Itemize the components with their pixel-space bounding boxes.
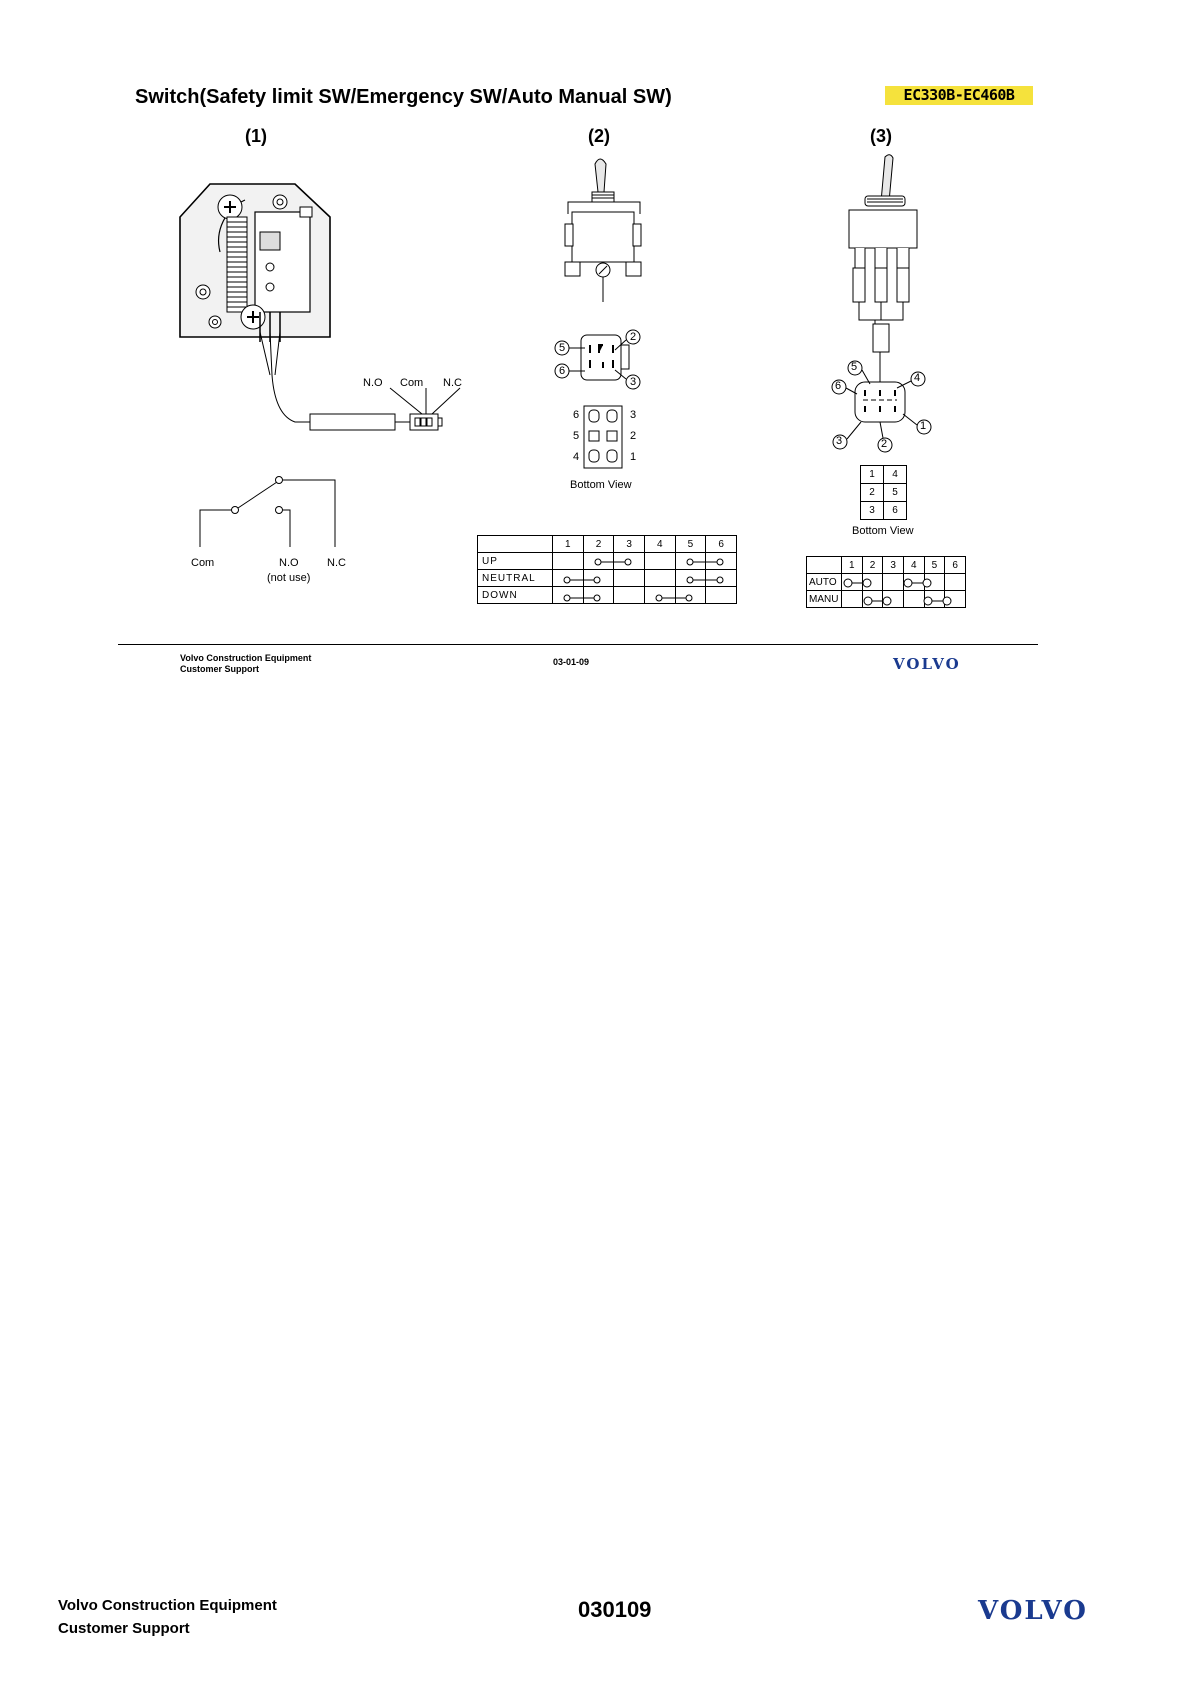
p2-bv-right-1: 1 (630, 451, 637, 463)
footer-volvo-logo: VOLVO (978, 1596, 1088, 1626)
table-col-header: 1 (553, 536, 584, 553)
pin-cell: 2 (861, 484, 884, 502)
model-badge: EC330B-EC460B (885, 86, 1033, 105)
pin-cell: 4 (884, 466, 907, 484)
panel-1-label: (1) (245, 126, 267, 146)
p2-bottom-view-label: Bottom View (570, 479, 632, 491)
schematic-label-no-note: (not use) (267, 572, 311, 584)
p3-callout-4: 4 (914, 372, 921, 384)
schematic-label-nc: N.C (327, 557, 346, 569)
p3-callout-1: 1 (920, 420, 927, 432)
pin-cell: 5 (884, 484, 907, 502)
emergency-switch-callout-lines (555, 330, 665, 390)
schematic-label-com: Com (191, 557, 215, 569)
p2-callout-6: 6 (559, 365, 566, 377)
inner-footer-company-2: Customer Support (180, 664, 260, 674)
emergency-switch-table-connections (477, 535, 739, 611)
p2-bv-right-3: 3 (630, 409, 637, 421)
p2-callout-2: 2 (630, 331, 637, 343)
row-label-manu: MANU (807, 591, 842, 608)
p2-bv-left-4: 4 (573, 451, 580, 463)
page-title: Switch(Safety limit SW/Emergency SW/Auto Manual SW) (135, 86, 672, 108)
p2-bv-left-6: 6 (573, 409, 580, 421)
p3-callout-3: 3 (836, 435, 843, 447)
emergency-switch-bottom-view (583, 405, 623, 469)
page-number: 030109 (578, 1597, 652, 1622)
panel-3-label: (3) (870, 126, 892, 146)
schematic-label-no: N.O (279, 557, 299, 569)
table-col-header: 2 (583, 536, 614, 553)
p3-bottom-view-label: Bottom View (852, 525, 914, 537)
table-col-header: 4 (903, 557, 924, 574)
pin-cell: 3 (861, 502, 884, 520)
connector-label-nc: N.C (443, 377, 462, 389)
table-col-header: 2 (862, 557, 883, 574)
p3-callout-6: 6 (835, 380, 842, 392)
pin-cell: 6 (884, 502, 907, 520)
auto-manual-switch-drawing (845, 152, 925, 352)
auto-manual-table-connections (806, 556, 968, 614)
p2-callout-3: 3 (630, 376, 637, 388)
inner-footer-volvo-logo: VOLVO (893, 655, 961, 673)
pin-cell: 1 (861, 466, 884, 484)
table-col-header: 1 (842, 557, 863, 574)
emergency-switch-drawing (560, 152, 660, 302)
connector-label-no: N.O (363, 377, 383, 389)
inner-footer-code: 03-01-09 (553, 657, 590, 667)
row-label-neutral: NEUTRAL (478, 570, 553, 587)
connector-label-com: Com (400, 377, 424, 389)
row-label-down: DOWN (478, 587, 553, 604)
table-col-header: 3 (614, 536, 645, 553)
limit-switch-schematic (195, 472, 355, 552)
panel-2-label: (2) (588, 126, 610, 146)
table-col-header: 5 (924, 557, 945, 574)
footer-company-line2: Customer Support (58, 1620, 190, 1637)
table-col-header: 4 (644, 536, 675, 553)
inner-footer-rule (118, 644, 1038, 645)
inner-footer-company-1: Volvo Construction Equipment (180, 653, 312, 663)
limit-switch-drawing (175, 182, 375, 342)
row-label-auto: AUTO (807, 574, 842, 591)
auto-manual-pin-grid (860, 465, 907, 520)
footer-company-line1: Volvo Construction Equipment (58, 1597, 277, 1614)
table-col-header: 6 (945, 557, 966, 574)
p2-bv-right-2: 2 (630, 430, 637, 442)
limit-switch-harness (250, 330, 470, 440)
table-col-header: 6 (706, 536, 737, 553)
p3-callout-2: 2 (881, 438, 888, 450)
p2-callout-5: 5 (559, 342, 566, 354)
table-col-header: 3 (883, 557, 904, 574)
footer-company (58, 1594, 277, 1640)
table-col-header: 5 (675, 536, 706, 553)
row-label-up: UP (478, 553, 553, 570)
p3-callout-5: 5 (851, 361, 858, 373)
p2-bv-left-5: 5 (573, 430, 580, 442)
